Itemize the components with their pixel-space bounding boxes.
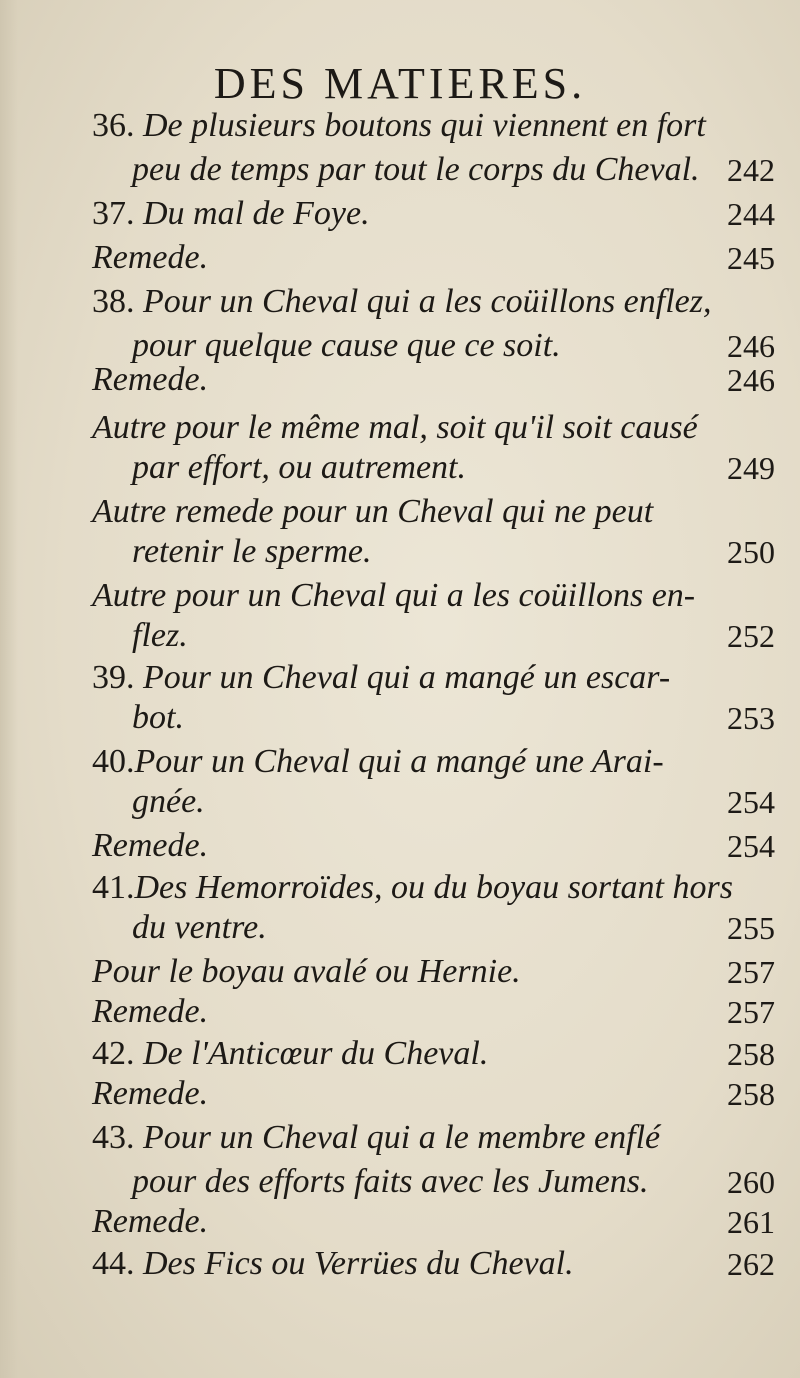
entry-number: 44.: [92, 1245, 135, 1282]
entry-text: Remede.: [92, 827, 209, 864]
entry-page: 257: [727, 954, 775, 990]
entry-page: 258: [727, 1036, 775, 1072]
entry-text: Remede.: [92, 1075, 209, 1112]
entry-text: bot.: [132, 699, 184, 736]
toc-line: [132, 148, 775, 192]
toc-line: [92, 1032, 775, 1076]
entry-page: 257: [727, 994, 775, 1030]
entry-text: pour des efforts faits avec les Jumens.: [132, 1163, 649, 1200]
entry-text: flez.: [132, 617, 188, 654]
toc-line: [92, 236, 775, 280]
toc-line: [92, 1242, 775, 1286]
toc-line: [92, 280, 775, 324]
toc-line: [92, 990, 775, 1034]
entry-text: retenir le sperme.: [132, 533, 372, 570]
entry-page: 246: [727, 362, 775, 398]
entry-text: par effort, ou autrement.: [132, 449, 466, 486]
entry-text: gnée.: [132, 783, 205, 820]
entry-number: 43.: [92, 1119, 135, 1156]
entry-text: De plusieurs boutons qui viennent en fort: [143, 107, 706, 144]
entry-page: 255: [727, 910, 775, 946]
toc-line: [92, 1072, 775, 1116]
entry-text: Pour un Cheval qui a mangé une Arai-: [134, 743, 664, 780]
toc-line: [92, 866, 775, 910]
entry-number: 39.: [92, 659, 135, 696]
entry-text: pour quelque cause que ce soit.: [132, 327, 561, 364]
entry-page: 252: [727, 618, 775, 654]
entry-text: Remede.: [92, 1203, 209, 1240]
entry-number: 40.: [92, 743, 135, 780]
entry-text: du ventre.: [132, 909, 267, 946]
entry-text: Pour un Cheval qui a les coüillons enflez,: [143, 283, 712, 320]
entry-page: 246: [727, 328, 775, 364]
toc-line: [132, 614, 775, 658]
entry-text: Pour le boyau avalé ou Hernie.: [92, 953, 521, 990]
entry-text: Du mal de Foye.: [143, 195, 370, 232]
entry-page: 244: [727, 196, 775, 232]
entry-page: 245: [727, 240, 775, 276]
toc-line: [92, 656, 775, 700]
entry-text: Pour un Cheval qui a le membre enflé: [143, 1119, 661, 1156]
entry-page: 253: [727, 700, 775, 736]
entry-page: 261: [727, 1204, 775, 1240]
entry-page: 250: [727, 534, 775, 570]
entry-text: Autre pour le même mal, soit qu'il soit causé: [92, 409, 698, 446]
entry-page: 242: [727, 152, 775, 188]
entry-number: 38.: [92, 283, 135, 320]
entry-text: Autre pour un Cheval qui a les coüillons en-: [92, 577, 696, 614]
toc-line: [92, 824, 775, 868]
entry-text: Des Fics ou Verrües du Cheval.: [143, 1245, 574, 1282]
toc-line: [132, 780, 775, 824]
entry-number: 41.: [92, 869, 135, 906]
entry-text: peu de temps par tout le corps du Cheval.: [132, 151, 700, 188]
entry-text: Remede.: [92, 993, 209, 1030]
toc-line: [92, 740, 775, 784]
entry-text: Des Hemorroïdes, ou du boyau sortant hors: [134, 869, 733, 906]
toc-line: [92, 358, 775, 402]
toc-line: [132, 696, 775, 740]
entry-text: Pour un Cheval qui a mangé un escar-: [143, 659, 671, 696]
entry-page: 262: [727, 1246, 775, 1282]
entry-text: De l'Anticœur du Cheval.: [143, 1035, 489, 1072]
entry-number: 37.: [92, 195, 135, 232]
entry-text: Autre remede pour un Cheval qui ne peut: [92, 493, 654, 530]
toc-line: [92, 490, 775, 534]
toc-line: [92, 1200, 775, 1244]
toc-line: [92, 1116, 775, 1160]
entry-page: 260: [727, 1164, 775, 1200]
entry-text: Remede.: [92, 239, 209, 276]
entry-number: 42.: [92, 1035, 135, 1072]
entry-page: 249: [727, 450, 775, 486]
toc-line: [132, 1160, 775, 1204]
toc-line: [132, 906, 775, 950]
toc-line: [92, 406, 775, 450]
toc-line: [92, 950, 775, 994]
entry-text: Remede.: [92, 361, 209, 398]
toc-line: [132, 530, 775, 574]
toc-line: [92, 192, 775, 236]
entry-page: 254: [727, 828, 775, 864]
entry-number: 36.: [92, 107, 135, 144]
entry-page: 258: [727, 1076, 775, 1112]
toc-line: [92, 104, 775, 148]
toc-line: [132, 446, 775, 490]
entry-page: 254: [727, 784, 775, 820]
page-title: DES MATIERES.: [213, 59, 587, 108]
toc-line: [92, 574, 775, 618]
